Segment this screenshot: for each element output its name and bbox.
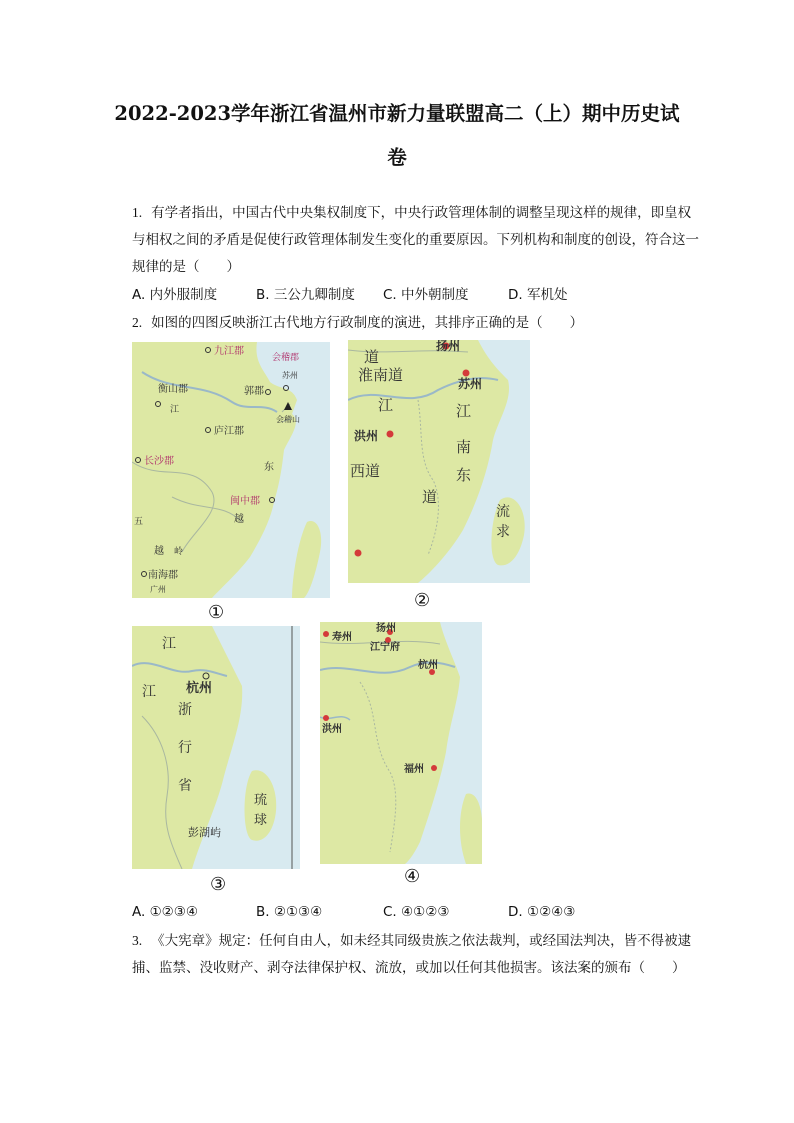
map-3-caption: ③ [210,874,227,895]
m3-label-4: 行 [178,740,192,756]
q2-option-b[interactable]: B. ②①③④ [256,904,323,920]
question-3-text: 《大宪章》规定：任何自由人，如未经其同级贵族之依法裁判，或经国法判决，皆不得被逮捕、监禁、没收财产、剥夺法律保护权、流放，或加以任何其他损害。该法案的颁布（ ） [132,933,692,976]
m4-label-4: 洪州 [322,724,342,735]
m1-label-2: 苏州 [282,371,298,380]
question-3 [132,927,704,982]
map-4-image [320,622,482,864]
question-2 [132,309,704,337]
m2-label-3: 苏州 [458,377,483,391]
m3-label-5: 省 [178,778,192,794]
exam-title-line2: 卷 [387,146,407,169]
question-3-number: 3. [132,933,143,948]
m3-label-7: 球 [254,813,268,828]
m1-label-4: 江 [170,405,180,415]
question-2-text: 如图的四图反映浙江古代地方行政制度的演进，其排序正确的是（ ） [151,315,584,331]
m2-label-0: 道 [364,348,380,366]
m1-label-16: 广州 [150,585,166,594]
m2-label-11: 流 [496,504,510,520]
m1-label-14: 岭 [174,547,184,557]
m3-label-0: 江 [162,636,176,652]
m3-label-1: 江 [142,684,156,700]
exam-title-line1: 2022-2023学年浙江省温州市新力量联盟高二（上）期中历史试 [114,102,680,125]
m1-label-9: 东 [264,462,274,473]
map-3 [132,626,300,869]
m1-label-13: 越 [154,546,164,557]
m2-label-9: 东 [456,466,472,484]
m2-label-6: 洪州 [354,429,379,443]
exam-title [60,92,734,180]
m1-label-1: 会稽郡 [272,353,300,363]
m2-label-2: 淮南道 [358,366,404,384]
map-4-caption: ④ [404,866,421,887]
question-1 [132,199,704,281]
m2-label-4: 江 [378,396,394,414]
q2-option-a[interactable]: A. ①②③④ [132,904,198,920]
q1-option-b[interactable]: B. 三公九卿制度 [256,287,355,303]
q1-option-c[interactable]: C. 中外朝制度 [383,287,469,303]
m3-label-3: 浙 [178,702,192,718]
m4-label-1: 扬州 [376,623,396,634]
m1-label-8: 长沙郡 [144,456,174,467]
map-2-image [348,340,530,583]
q2-option-c[interactable]: C. ④①②③ [383,904,450,920]
map-2-caption: ② [414,590,431,611]
m3-label-2: 杭州 [186,681,213,696]
map-2 [348,340,530,583]
map-1-image [132,342,330,598]
question-1-number: 1. [132,205,143,220]
q1-option-d[interactable]: D. 军机处 [508,287,568,303]
map-1-caption: ① [208,602,225,623]
m1-label-15: 南海郡 [148,570,178,581]
m2-label-10: 道 [422,488,438,506]
m2-label-1: 扬州 [436,340,461,353]
m1-label-12: 五 [134,517,144,527]
m4-label-3: 杭州 [418,660,438,671]
map-1 [132,342,330,598]
m2-label-12: 求 [496,524,510,540]
question-1-text: 有学者指出，中国古代中央集权制度下，中央行政管理体制的调整呈现这样的规律，即皇权与相权之间的矛盾是促使行政管理体制发生变化的重要原因。下列机构和制度的创设，符合这一规律的是（ ） [132,205,699,275]
m1-label-10: 闽中郡 [230,496,260,507]
m2-label-5: 江 [456,402,472,420]
m4-label-5: 福州 [404,764,424,775]
m3-label-8: 彭湖屿 [188,826,221,839]
m1-label-5: 郭郡 [244,386,264,397]
m1-label-6: 庐江郡 [214,426,244,437]
m1-label-0: 九江郡 [214,346,244,357]
map-3-image [132,626,300,869]
m1-label-3: 衡山郡 [158,384,188,395]
m2-label-8: 西道 [350,462,381,480]
map-4 [320,622,482,864]
q2-option-d[interactable]: D. ①②④③ [508,904,576,920]
m1-label-11: 越 [234,514,244,525]
m2-label-7: 南 [456,438,472,456]
m4-label-2: 江宁府 [370,642,400,653]
q1-option-a[interactable]: A. 内外服制度 [132,287,218,303]
m4-label-0: 寿州 [332,632,352,643]
question-2-number: 2. [132,315,143,330]
m1-label-7: 会稽山 [276,415,300,424]
m3-label-6: 琉 [254,793,268,808]
